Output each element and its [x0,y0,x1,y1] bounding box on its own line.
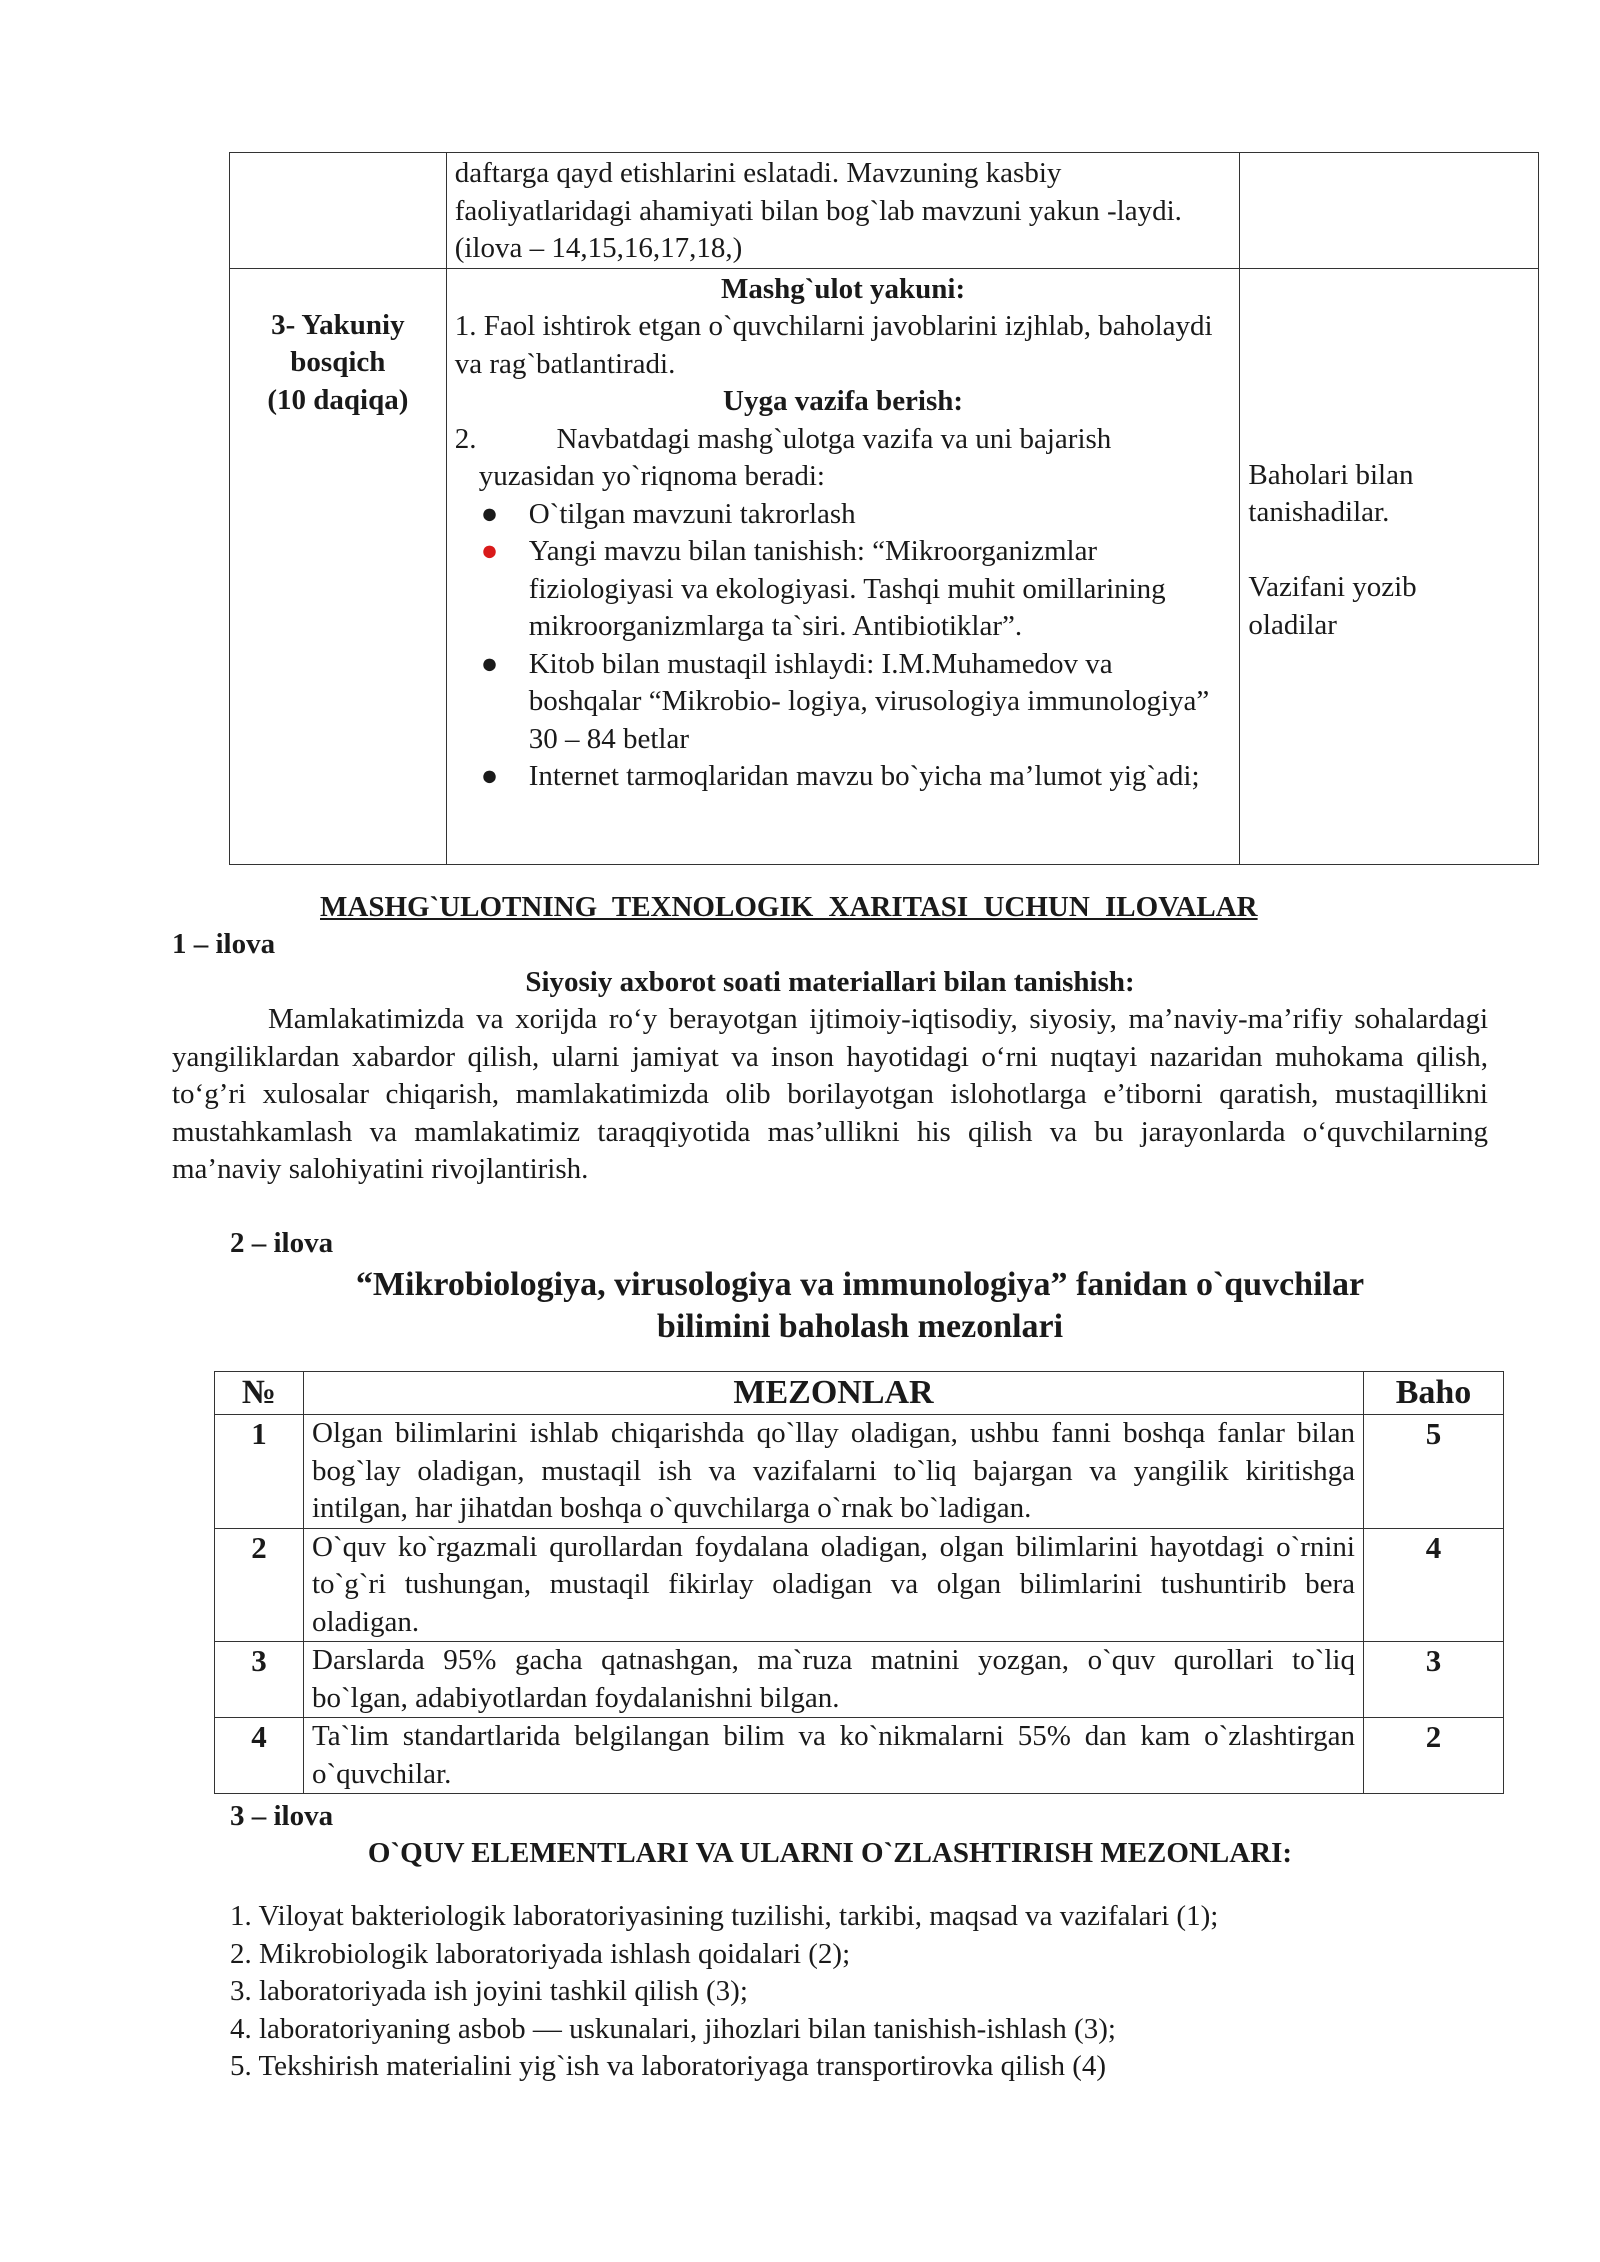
bullet-icon: ● [480,647,499,680]
list-item-text: Yangi mavzu bilan tanishish: “Mikroorganizmlar fiziologiyasi va ekologiyasi. Tashqi muhit omillarining mikroorganizmlarga ta`siri. Antibiotiklar”. [528,535,1166,642]
list-item: 4. laboratoriyaning asbob — uskunalari, jihozlari bilan tanishish-ishlash (3); [230,2012,1116,2045]
homework-list [455,496,1232,796]
stage-cell-empty [230,153,447,269]
teacher-activity-cell [446,153,1240,269]
student-activity-cell [1240,268,1539,864]
list-item-text: Internet tarmoqlaridan mavzu bo`yicha ma’lumot yig`adi; [528,760,1200,792]
list-item [480,533,1232,646]
step-text-part: Navbatdagi mashg`ulotga vazifa va uni bajarish [556,422,1112,455]
list-item [480,496,1232,534]
ilova1-title: Siyosiy axborot soati materiallari bilan tanishish: [525,966,1135,998]
grading-criteria-table [214,1371,1504,1794]
row-number: 4 [215,1718,304,1794]
ilova1-label: 1 – ilova [172,928,276,960]
list-item [480,646,1232,759]
stage-name-line2: bosqich [290,346,386,378]
criteria-text: Darslarda 95% gacha qatnashgan, ma`ruza matnini yozgan, o`quv qurollari to`liq bo`lgan, adabiyotlardan foydalanishni bilgan. [304,1642,1364,1718]
list-item [480,758,1232,796]
table-row [230,153,1539,269]
appendices-title: MASHG`ULOTNING TEXNOLOGIK XARITASI UCHUN ILOVALAR [320,891,1258,923]
column-header-number: № [215,1372,304,1415]
criteria-text: O`quv ko`rgazmali qurollardan foydalana oladigan, olgan bilimlarini hayotdagi o`rnini to`g`ri tushungan, mustaqil fikirlay oladigan va olgan bilimlarini tushuntirib bera oladigan. [304,1528,1364,1642]
column-header-grade: Baho [1364,1372,1504,1415]
student-activity-line: tanishadilar. [1248,496,1390,528]
lesson-plan-table [229,152,1539,865]
list-item: 1. Viloyat bakteriologik laboratoriyasining tuzilishi, tarkibi, maqsad va vazifalari (1); [230,1900,1219,1932]
table-row [230,268,1539,864]
row-number: 2 [215,1528,304,1642]
criteria-text: Ta`lim standartlarida belgilangan bilim va ko`nikmalarni 55% dan kam o`zlashtirgan o`quvchilar. [304,1718,1364,1794]
ilova1-paragraph: Mamlakatimizda va xorijda ro‘y berayotgan ijtimoiy-iqtisodiy, siyosiy, ma’naviy-ma’rifiy sohalardagi yangiliklardan xabardor qilish, ularni jamiyat va inson hayotidagi o‘rni nuqtayi nazaridan muhokama qilish, to‘g’ri xulosalar chiqarish, mamlakatimizda olib borilayotgan islohotlarga e’tiborni qaratish, mustaqillikni mustahkamlash va mamlakatimiz taraqqiyotida mas’ullikni his qilish va bu jarayonlarda o‘quvchilarning ma’naviy salohiyatini rivojlantirish. [172,1003,1488,1185]
table-row [215,1642,1504,1718]
grade-value: 2 [1364,1718,1504,1794]
row-number: 3 [215,1642,304,1718]
grade-value: 4 [1364,1528,1504,1642]
teacher-activity-text: daftarga qayd etishlarini eslatadi. Mavzuning kasbiy faoliyatlaridagi ahamiyati bilan bog`lab mavzuni yakun -laydi. (ilova – 14,15,16,17,18,) [454,157,1182,264]
step-text [455,421,1232,459]
section-heading: Mashg`ulot yakuni: [720,272,966,305]
teacher-activity-cell [446,268,1240,864]
learning-elements-list [230,1898,1510,2086]
table-header-row [215,1372,1504,1415]
table-row [215,1415,1504,1529]
stage-duration: (10 daqiqa) [267,383,409,416]
ilova3-label: 3 – ilova [230,1800,334,1832]
stage-cell [230,268,447,864]
table-row [215,1718,1504,1794]
grade-value: 3 [1364,1642,1504,1718]
ilova2-title [200,1264,1520,1348]
ilova2-title-line2: bilimini baholash mezonlari [656,1308,1064,1345]
student-activity-line: oladilar [1248,608,1337,641]
list-item: 5. Tekshirish materialini yig`ish va laboratoriyaga transportirovka qilish (4) [230,2050,1107,2082]
student-activity-line: Vazifani yozib [1248,571,1417,603]
list-item: 3. laboratoriyada ish joyini tashkil qilish (3); [230,1975,748,2007]
section-heading: Uyga vazifa berish: [723,385,964,417]
table-row [215,1528,1504,1642]
step-text: 1. Faol ishtirok etgan o`quvchilarni javoblarini izjhlab, baholaydi va rag`batlantiradi. [454,310,1213,380]
bullet-icon: ● [480,535,499,567]
step-number: 2. [454,422,477,455]
list-item-text: O`tilgan mavzuni takrorlash [528,497,856,530]
student-activity-cell-empty [1240,153,1539,269]
grade-value: 5 [1364,1415,1504,1529]
row-number: 1 [215,1415,304,1529]
list-item-text: Kitob bilan mustaqil ishlaydi: I.M.Muhamedov va boshqalar “Mikrobio- logiya, virusologiya immunologiya” 30 – 84 betlar [528,647,1210,755]
column-header-criteria: MEZONLAR [304,1372,1364,1415]
ilova2-title-line1: “Mikrobiologiya, virusologiya va immunologiya” fanidan o`quvchilar [355,1266,1365,1303]
criteria-text: Olgan bilimlarini ishlab chiqarishda qo`llay oladigan, ushbu fanni boshqa fanlar bilan bog`lay oladigan, mustaqil ish va vazifalarni to`liq bajargan va yangilik kiritishga intilgan, har jihatdan boshqa o`quvchilarga o`rnak bo`ladigan. [304,1415,1364,1529]
ilova3-title: O`QUV ELEMENTLARI VA ULARNI O`ZLASHTIRISH MEZONLARI: [367,1837,1293,1869]
bullet-icon: ● [480,497,499,530]
stage-name-line1: 3- Yakuniy [271,308,405,341]
student-activity-line: Baholari bilan [1248,458,1414,491]
step-text-continued: yuzasidan yo`riqnoma beradi: [478,460,825,492]
bullet-icon: ● [480,760,499,792]
list-item: 2. Mikrobiologik laboratoriyada ishlash qoidalari (2); [230,1937,851,1970]
ilova2-label: 2 – ilova [230,1227,334,1259]
